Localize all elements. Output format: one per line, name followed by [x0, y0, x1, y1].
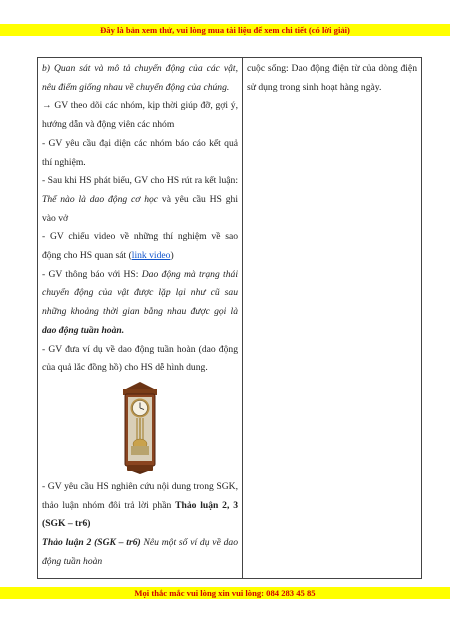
definition-text: Dao động mà trạng thái chuyển động của vật được lặp lại như cũ sau những khoảng thời gian bằng nhau được gọi là	[42, 268, 238, 318]
preview-banner-text: Đây là bản xem thử, vui lòng mua tài liệu để xem chi tiết (có lời giải)	[100, 25, 350, 35]
student-result-cell	[243, 58, 422, 579]
result-paragraph: cuộc sống: Dao động điện từ của dòng điện sử dụng trong sinh hoạt hàng ngày.	[247, 63, 417, 93]
video-text: - GV chiếu video về những thí nghiệm về sao động cho HS quan sát (	[42, 231, 238, 262]
preview-banner	[0, 24, 450, 36]
task-b-paragraph: b) Quan sát và mô tả chuyển động của các vật, nêu điểm giống nhau về chuyển động của chúng.	[42, 63, 238, 93]
pendulum-clock-image	[42, 380, 238, 476]
conclusion-tail: và yêu cầu HS ghi vào vở	[42, 193, 238, 224]
report-request-paragraph: - GV yêu cầu đại diện các nhóm báo cáo kết quả thí nghiệm.	[42, 137, 238, 168]
research-paragraph	[42, 478, 238, 534]
research-text: - GV yêu cầu HS nghiên cứu nội dung trong SGK, thảo luận nhóm đôi trả lời phần	[42, 480, 238, 511]
example-paragraph: - GV đưa ví dụ về dao động tuần hoàn (dao động của quả lắc đồng hồ) cho HS dễ hình dung.	[42, 343, 238, 374]
lesson-table	[37, 57, 422, 579]
monitor-groups-paragraph: → GV theo dõi các nhóm, kịp thời giúp đỡ, gợi ý, hướng dẫn và động viên các nhóm	[42, 100, 238, 131]
conclusion-question: Thế nào là dao động cơ học	[42, 193, 159, 205]
discussion-paragraph	[42, 534, 238, 571]
video-paragraph	[42, 228, 238, 265]
teacher-activity-cell	[38, 58, 243, 579]
contact-banner	[0, 587, 450, 599]
conclusion-paragraph	[42, 172, 238, 228]
discussion-title: Thảo luận 2 (SGK – tr6)	[42, 537, 141, 549]
pendulum-clock-icon	[120, 380, 160, 474]
contact-banner-text: Mọi thắc mắc vui lòng xin vui lòng: 084 283 45 85	[134, 588, 316, 598]
research-reference: Thảo luận 2, 3 (SGK – tr6)	[42, 499, 238, 530]
definition-term: dao động tuần hoàn.	[42, 324, 125, 336]
table-row	[38, 58, 422, 579]
conclusion-text: - Sau khi HS phát biểu, GV cho HS rút ra kết luận:	[42, 175, 238, 187]
discussion-question: Nêu một số ví dụ về dao động tuần hoàn	[42, 537, 238, 567]
video-tail: )	[170, 250, 174, 262]
definition-intro: - GV thông báo với HS:	[42, 268, 142, 280]
video-link[interactable]: link video	[131, 250, 171, 262]
definition-paragraph	[42, 266, 238, 341]
